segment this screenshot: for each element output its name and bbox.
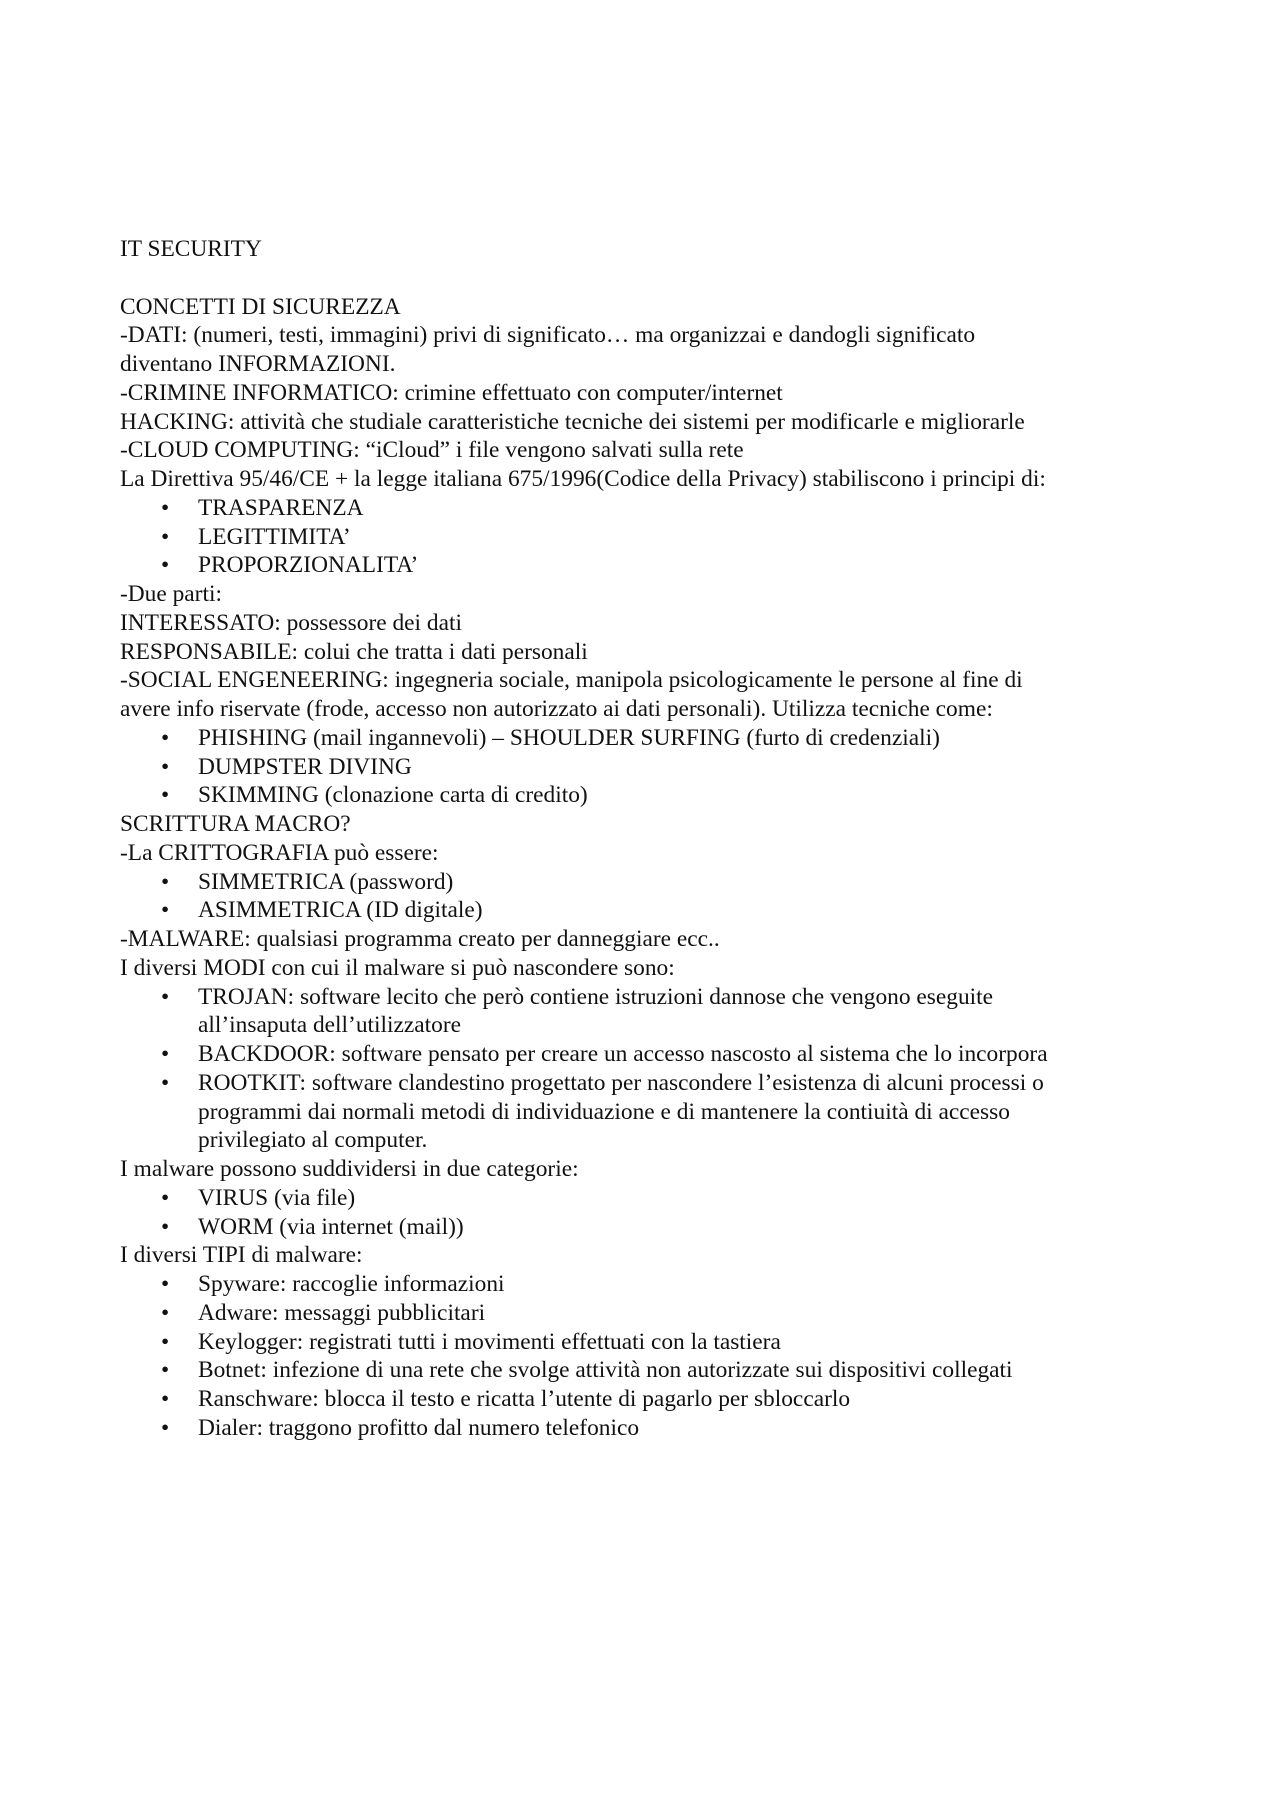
- list-item: • Botnet: infezione di una rete che svolge attività non autorizzate sui dispositivi collegati: [161, 1357, 1013, 1384]
- document-body: [120, 235, 1200, 1443]
- paragraph-dati: -DATI: (numeri, testi, immagini) privi di significato… ma organizzai e dandogli significato: [120, 322, 976, 349]
- list-tipi: [120, 1270, 1200, 1443]
- paragraph-modi-intro: I diversi MODI con cui il malware si può nascondere sono:: [120, 954, 675, 981]
- paragraph-malware: -MALWARE: qualsiasi programma creato per danneggiare ecc..: [120, 926, 720, 952]
- paragraph-hacking: HACKING: attività che studiale caratteristiche tecniche dei sistemi per modificarle e migliorarle: [120, 408, 1025, 435]
- bullet-icon: •: [161, 782, 170, 809]
- list-modi: [120, 983, 1200, 1156]
- paragraph-social-cont: avere info riservate (frode, accesso non autorizzato ai dati personali). Utilizza tecniche come:: [120, 696, 993, 722]
- list-item: • ROOTKIT: software clandestino progettato per nascondere l’esistenza di alcuni processi o programmi dai normali metodi di individuazione e di mantenere la contiuità di accesso privilegiato al computer.: [161, 1069, 1044, 1154]
- list-item: • DUMPSTER DIVING: [161, 753, 412, 780]
- bullet-icon: •: [161, 1414, 170, 1441]
- bullet-icon: •: [161, 1271, 170, 1297]
- paragraph-responsabile: RESPONSABILE: colui che tratta i dati personali: [120, 638, 588, 665]
- bullet-icon: •: [161, 1386, 170, 1412]
- bullet-icon: •: [161, 753, 170, 780]
- list-tecniche: [120, 724, 1200, 810]
- paragraph-dati-cont: diventano INFORMAZIONI.: [120, 351, 396, 377]
- paragraph-interessato: INTERESSATO: possessore dei dati: [120, 609, 462, 636]
- list-item: • PROPORZIONALITA’: [161, 552, 419, 579]
- list-item: • SKIMMING (clonazione carta di credito): [161, 782, 588, 809]
- list-item: • Dialer: traggono profitto dal numero telefonico: [161, 1414, 640, 1441]
- list-item: • LEGITTIMITA’: [161, 523, 351, 550]
- list-item: • TROJAN: software lecito che però contiene istruzioni dannose che vengono eseguite all’insaputa dell’utilizzatore: [161, 983, 994, 1039]
- bullet-icon: •: [161, 1213, 170, 1240]
- list-item: • PHISHING (mail ingannevoli) – SHOULDER SURFING (furto di credenziali): [161, 724, 940, 751]
- bullet-icon: •: [161, 494, 170, 521]
- list-item: • BACKDOOR: software pensato per creare un accesso nascosto al sistema che lo incorpora: [161, 1041, 1048, 1067]
- list-crittografia: [120, 868, 1200, 926]
- paragraph-direttiva: La Direttiva 95/46/CE + la legge italiana 675/1996(Codice della Privacy) stabiliscono i principi di:: [120, 466, 1046, 492]
- paragraph-due-parti: -Due parti:: [120, 581, 222, 607]
- bullet-icon: •: [161, 868, 170, 895]
- list-item: • Adware: messaggi pubblicitari: [161, 1299, 486, 1326]
- blank-line: [120, 264, 1200, 293]
- bullet-icon: •: [161, 1041, 170, 1067]
- bullet-icon: •: [161, 724, 170, 751]
- list-item: • Keylogger: registrati tutti i movimenti effettuati con la tastiera: [161, 1328, 781, 1355]
- paragraph-crittografia: -La CRITTOGRAFIA può essere:: [120, 839, 439, 866]
- paragraph-cloud: -CLOUD COMPUTING: “iCloud” i file vengono salvati sulla rete: [120, 437, 744, 464]
- bullet-icon: •: [161, 983, 170, 1010]
- section-heading: CONCETTI DI SICUREZZA: [120, 293, 401, 320]
- list-principi: [120, 494, 1200, 580]
- bullet-icon: •: [161, 1328, 170, 1355]
- bullet-icon: •: [161, 897, 170, 924]
- list-item: • Spyware: raccoglie informazioni: [161, 1271, 505, 1297]
- list-item: • TRASPARENZA: [161, 494, 364, 521]
- document-title: IT SECURITY: [120, 236, 262, 262]
- bullet-icon: •: [161, 1299, 170, 1326]
- paragraph-categorie-intro: I malware possono suddividersi in due categorie:: [120, 1156, 579, 1182]
- bullet-icon: •: [161, 523, 170, 550]
- list-item: • SIMMETRICA (password): [161, 868, 454, 895]
- paragraph-social: -SOCIAL ENGENEERING: ingegneria sociale, manipola psicologicamente le persone al fine di: [120, 667, 1023, 694]
- list-item: • VIRUS (via file): [161, 1184, 356, 1211]
- paragraph-crimine: -CRIMINE INFORMATICO: crimine effettuato con computer/internet: [120, 379, 783, 406]
- paragraph-tipi-intro: I diversi TIPI di malware:: [120, 1242, 363, 1269]
- list-item: • WORM (via internet (mail)): [161, 1213, 464, 1240]
- bullet-icon: •: [161, 1357, 170, 1384]
- list-categorie: [120, 1184, 1200, 1242]
- bullet-icon: •: [161, 552, 170, 579]
- list-item: • ASIMMETRICA (ID digitale): [161, 897, 483, 924]
- bullet-icon: •: [161, 1069, 170, 1096]
- paragraph-scrittura-macro: SCRITTURA MACRO?: [120, 811, 351, 837]
- list-item: • Ranschware: blocca il testo e ricatta l’utente di pagarlo per sbloccarlo: [161, 1386, 851, 1412]
- bullet-icon: •: [161, 1184, 170, 1211]
